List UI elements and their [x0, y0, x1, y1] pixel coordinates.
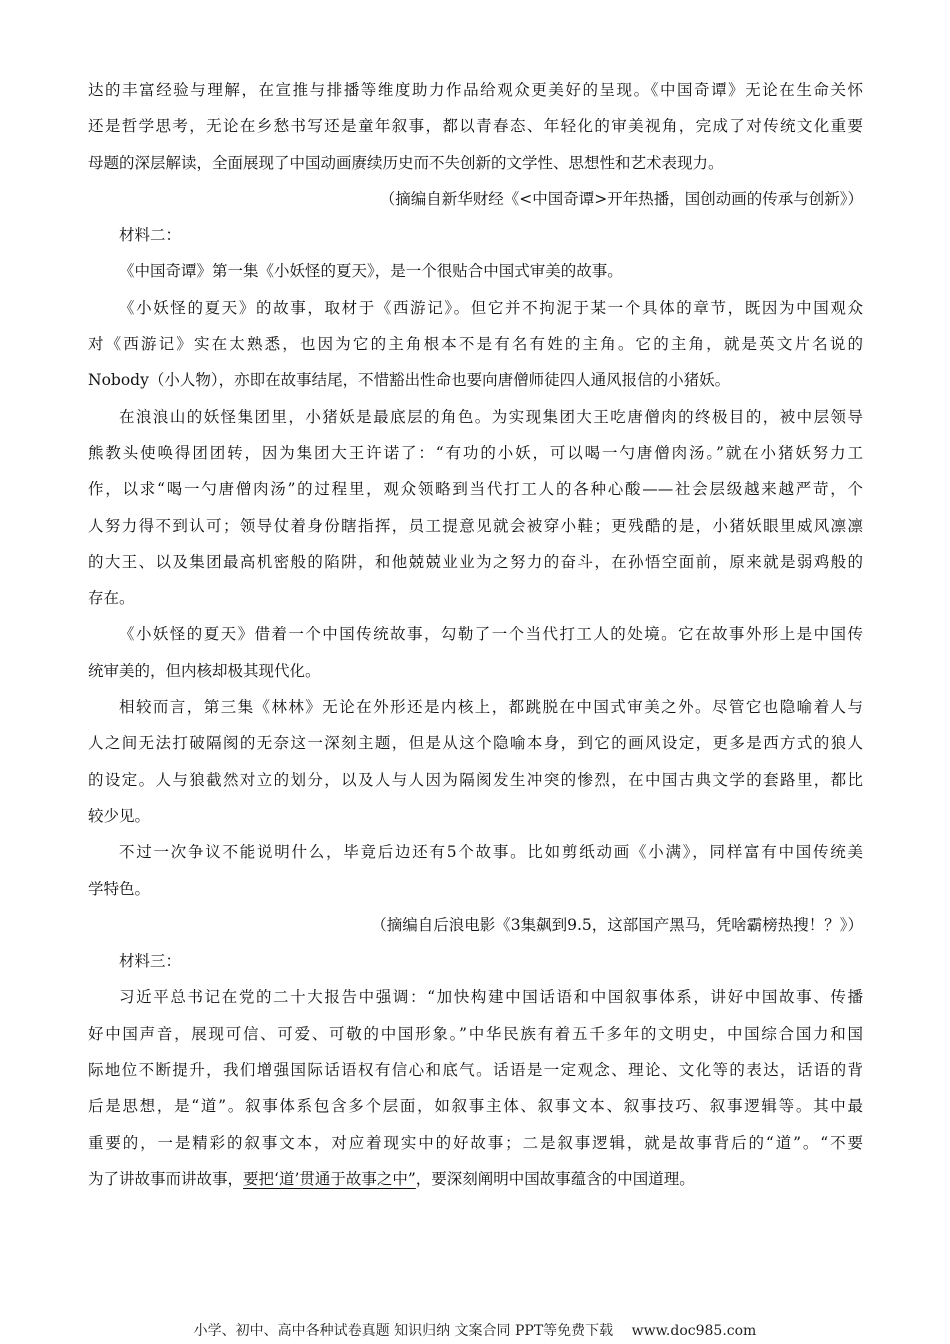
text-line: 母题的深层解读，全面展现了中国动画赓续历史而不失创新的文学性、思想性和艺术表现力。 — [88, 153, 724, 172]
text-line: 在浪浪山的妖怪集团里，小猪妖是最底层的角色。为实现集团大王吃唐僧肉的终极目的，被中层领导 — [119, 407, 863, 426]
text-line: 还是哲学思考，无论在乡愁书写还是童年叙事，都以青春态、年轻化的审美视角，完成了对传统文化重要 — [88, 117, 863, 136]
text-line: 不过一次争议不能说明什么，毕竟后边还有5个故事。比如剪纸动画《小满》，同样富有中国传统美 — [119, 843, 863, 862]
text-line: 作，以求“喝一勺唐僧肉汤”的过程里，观众领略到当代打工人的各种心酸——社会层级越来越严苛，个 — [88, 480, 863, 499]
text-line: 习近平总书记在党的二十大报告中强调：“加快构建中国话语和中国叙事体系，讲好中国故事、传播 — [119, 988, 863, 1007]
text-line: 达的丰富经验与理解，在宣推与排播等维度助力作品给观众更美好的呈现。《中国奇谭》无论在生命关怀 — [88, 81, 863, 99]
text-line: 人之间无法打破隔阂的无奈这一深刻主题，但是从这个隐喻本身，到它的画风设定，更多是西方式的狼人 — [88, 734, 863, 753]
text-line: Nobody（小人物），亦即在故事结尾，不惜豁出性命也要向唐僧师徒四人通风报信的小猪妖。 — [88, 371, 731, 390]
text-line: 的大王、以及集团最高机密般的陷阱，和他兢兢业业为之努力的奋斗，在孙悟空面前，原来就是弱鸡般的 — [88, 552, 863, 571]
text-line: 《小妖怪的夏天》借着一个中国传统故事，勾勒了一个当代打工人的处境。它在故事外形上是中国传 — [119, 625, 863, 644]
section-heading: 材料三： — [119, 952, 182, 971]
underlined-quote: 要把‘道’贯通于故事之中” — [243, 1169, 416, 1188]
text-line: 对《西游记》实在太熟悉，也因为它的主角根本不是有名有姓的主角。它的主角，就是英文片名说的 — [88, 335, 863, 354]
text-line — [88, 1161, 863, 1197]
text-segment: ，要深刻阐明中国故事蕴含的中国道理。 — [415, 1169, 695, 1188]
document-body — [88, 72, 863, 1197]
text-line: 重要的，一是精彩的叙事文本，对应着现实中的好故事；二是叙事逻辑，就是故事背后的“道”。“不要 — [88, 1133, 863, 1152]
text-line: 熊教头使唤得团团转，因为集团大王许诺了：“有功的小妖，可以喝一勺唐僧肉汤。”就在小猪妖努力工 — [88, 443, 863, 462]
text-segment: 为了讲故事而讲故事， — [88, 1169, 244, 1188]
text-line: 相较而言，第三集《林林》无论在外形还是内核上，都跳脱在中国式审美之外。尽管它也隐喻着人与 — [119, 698, 863, 717]
text-line: 《中国奇谭》第一集《小妖怪的夏天》，是一个很贴合中国式审美的故事。 — [119, 262, 623, 281]
text-line: 《小妖怪的夏天》的故事，取材于《西游记》。但它并不拘泥于某一个具体的章节，既因为中国观众 — [119, 298, 863, 317]
text-line: 学特色。 — [88, 879, 151, 898]
text-line: 后是思想，是“道”。叙事体系包含多个层面，如叙事主体、叙事文本、叙事技巧、叙事逻辑等。其中最 — [88, 1097, 863, 1116]
source-citation: （摘编自后浪电影《3集飙到9.5，这部国产黑马，凭啥霸榜热搜！？》） — [371, 915, 863, 934]
text-line: 统审美的，但内核却极其现代化。 — [88, 661, 321, 680]
text-line: 好中国声音，展现可信、可爱、可敬的中国形象。”中华民族有着五千多年的文明史，中国综合国力和国 — [88, 1024, 863, 1043]
text-line: 较少见。 — [88, 806, 151, 825]
text-line: 的设定。人与狼截然对立的划分，以及人与人因为隔阂发生冲突的惨烈，在中国古典文学的套路里，都比 — [88, 770, 863, 789]
page-footer: 小学、初中、高中各种试卷真题 知识归纳 文案合同 PPT等免费下载 www.doc985.com — [193, 1323, 757, 1339]
text-line: 际地位不断提升，我们增强国际话语权有信心和底气。话语是一定观念、理论、文化等的表达，话语的背 — [88, 1061, 863, 1080]
source-citation: （摘编自新华财经《<中国奇谭>开年热播，国创动画的传承与创新》） — [379, 189, 863, 208]
text-line: 人努力得不到认可；领导仗着身份瞎指挥，员工提意见就会被穿小鞋；更残酷的是，小猪妖眼里威风凛凛 — [88, 516, 863, 535]
section-heading: 材料二： — [119, 226, 182, 245]
text-line: 存在。 — [88, 589, 135, 608]
